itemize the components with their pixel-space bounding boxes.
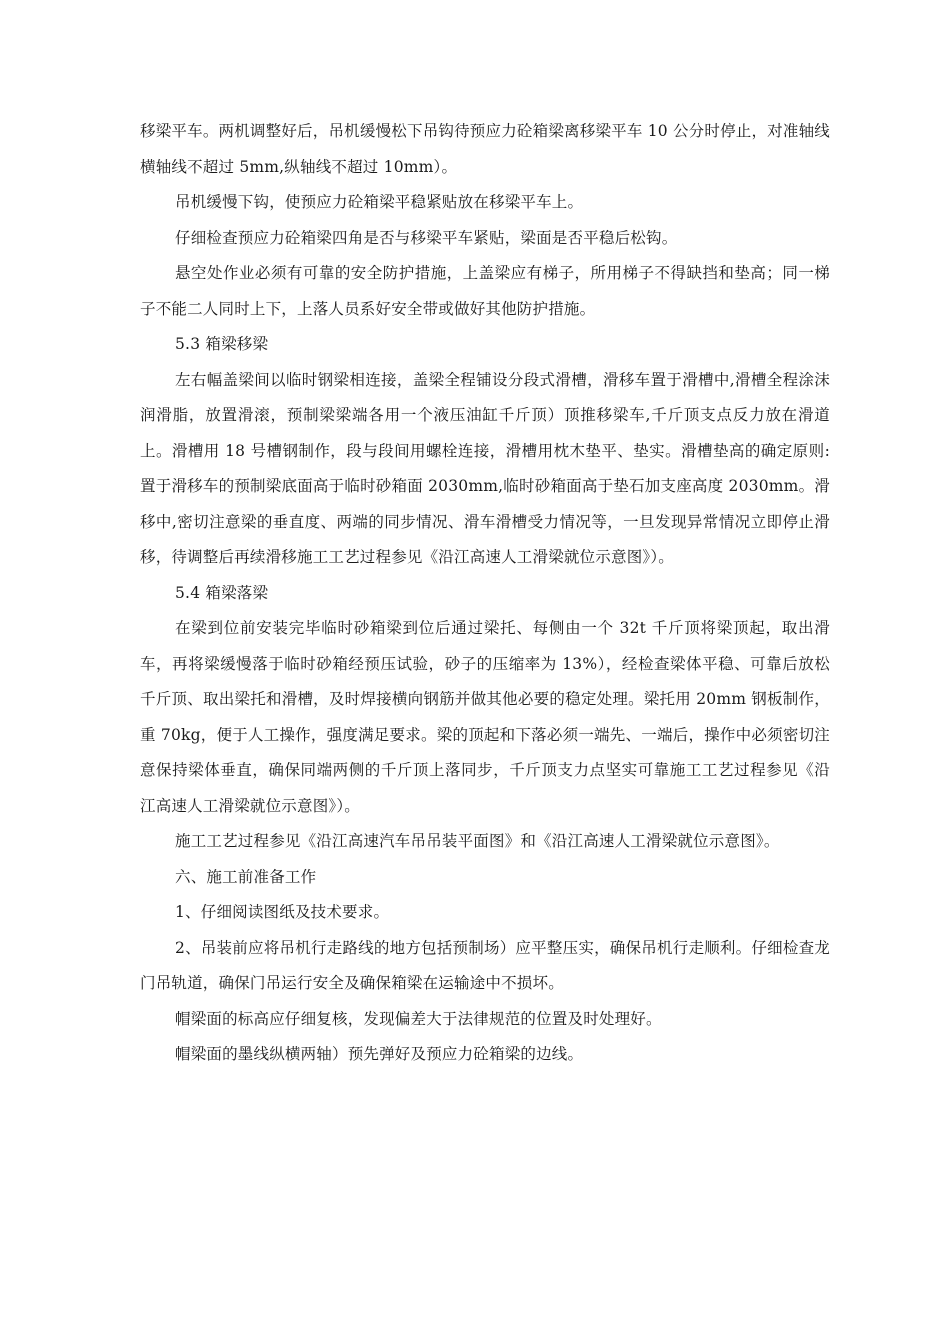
document-page [140, 114, 830, 1073]
paragraph: 悬空处作业必须有可靠的安全防护措施，上盖梁应有梯子，所用梯子不得缺挡和垫高；同一梯子不能二人同时上下，上落人员系好安全带或做好其他防护措施。 [140, 264, 830, 318]
paragraph: 吊机缓慢下钩，使预应力砼箱梁平稳紧贴放在移梁平车上。 [175, 193, 584, 211]
section-heading: 六、施工前准备工作 [175, 867, 317, 886]
paragraph: 施工工艺过程参见《沿江高速汽车吊吊装平面图》和《沿江高速人工滑梁就位示意图》。 [175, 832, 780, 850]
paragraph: 仔细检查预应力砼箱梁四角是否与移梁平车紧贴，梁面是否平稳后松钩。 [175, 228, 678, 247]
paragraph: 移梁平车。两机调整好后，吊机缓慢松下吊钩待预应力砼箱梁离移梁平车 10 公分时停止，对准轴线横轴线不超过 5mm,纵轴线不超过 10mm）。 [140, 122, 830, 176]
paragraph: 帽梁面的墨线纵横两轴）预先弹好及预应力砼箱梁的边线。 [175, 1045, 584, 1063]
paragraph: 在梁到位前安装完毕临时砂箱梁到位后通过梁托、每侧由一个 32t 千斤顶将梁顶起，取出滑车，再将梁缓慢落于临时砂箱经预压试验，砂子的压缩率为 13%），经检查梁体平稳、可靠后放松千斤顶、取出梁托和滑槽，及时焊接横向钢筋并做其他必要的稳定处理。梁托用 20mm 钢板制作，重 70kg，便于人工操作，强度满足要求。梁的顶起和下落必须一端先、一端后，操作中必须密切注意保持梁体垂直，确保同端两侧的千斤顶上落同步，千斤顶支力点坚实可靠施工工艺过程参见《沿江高速人工滑梁就位示意图》）。 [140, 619, 830, 815]
list-item: 2、吊装前应将吊机行走路线的地方包括预制场）应平整压实，确保吊机行走顺利。仔细检查龙门吊轨道，确保门吊运行安全及确保箱梁在运输途中不损坏。 [140, 938, 830, 992]
paragraph: 左右幅盖梁间以临时钢梁相连接，盖梁全程铺设分段式滑槽，滑移车置于滑槽中,滑槽全程涂沫润滑脂，放置滑滚，预制梁梁端各用一个液压油缸千斤顶）顶推移梁车,千斤顶支点反力放在滑道上。滑槽用 18 号槽钢制作，段与段间用螺栓连接，滑槽用枕木垫平、垫实。滑槽垫高的确定原则:置于滑移车的预制梁底面高于临时砂箱面 2030mm,临时砂箱面高于垫石加支座高度 2030mm。滑移中,密切注意梁的垂直度、两端的同步情况、滑车滑槽受力情况等，一旦发现异常情况立即停止滑移，待调整后再续滑移施工工艺过程参见《沿江高速人工滑梁就位示意图》）。 [140, 370, 830, 566]
list-item: 1、仔细阅读图纸及技术要求。 [175, 903, 390, 921]
paragraph: 帽梁面的标高应仔细复核，发现偏差大于法律规范的位置及时处理好。 [175, 1009, 662, 1028]
section-heading: 5.4 箱梁落梁 [175, 583, 269, 602]
section-heading: 5.3 箱梁移梁 [175, 335, 269, 353]
